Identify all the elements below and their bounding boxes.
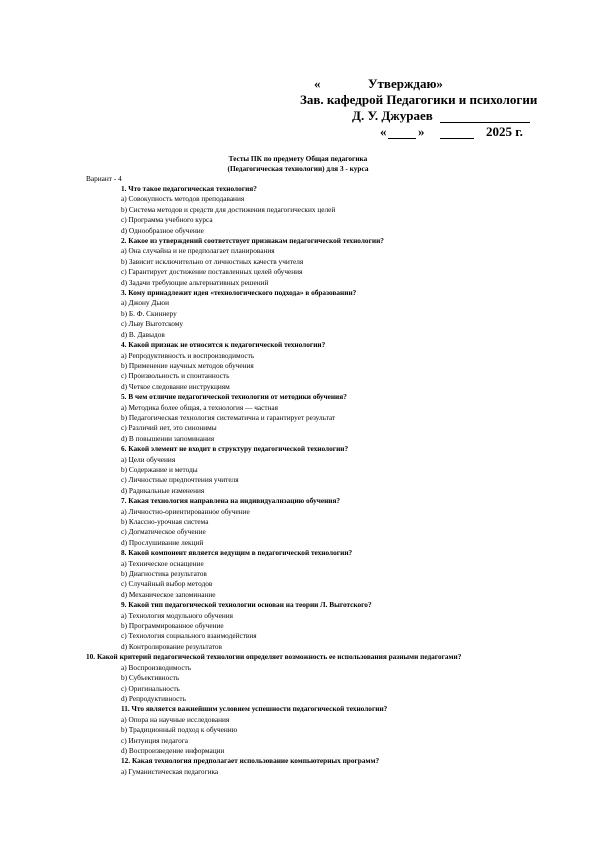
answer-option: b) Зависит исключительно от личностных качеств учителя	[121, 256, 304, 266]
answer-option: b) Содержание и методы	[121, 464, 198, 474]
approval-date-line	[290, 124, 580, 140]
answer-option: d) В повышении запоминания	[121, 433, 215, 443]
approval-year: 2025 г.	[486, 124, 523, 139]
answer-option: d) Прослушивание лекций	[121, 537, 204, 547]
answer-option: d) Однообразное обучение	[121, 225, 204, 235]
question-text: 10. Какой критерий педагогической технологии определяет возможность ее использования разными педагогами?	[86, 652, 462, 662]
question-text: 8. Какой компонент является ведущим в педагогической технологии?	[121, 548, 353, 558]
answer-option: b) Система методов и средств для достижения педагогических целей	[121, 204, 336, 214]
answer-option: c) Произвольность и спонтанность	[121, 371, 230, 381]
question-text: 5. В чем отличие педагогической технологии от методики обучения?	[121, 392, 347, 402]
question-text: 12. Какая технология предполагает использование компьютерных программ?	[121, 756, 380, 766]
answer-option: c) Интуиция педагога	[121, 735, 188, 745]
question-text: 6. Какой элемент не входит в структуру педагогической технологии?	[121, 444, 349, 454]
answer-option: d) Радикальные изменения	[121, 485, 205, 495]
answer-option: d) В. Давыдов	[121, 329, 165, 339]
answer-option: a) Личностно-ориентированное обучение	[121, 506, 250, 516]
answer-option: b) Традиционный подход к обучению	[121, 725, 238, 735]
approval-block	[290, 76, 580, 140]
answer-option: b) Б. Ф. Скиннеру	[121, 308, 177, 318]
answer-option: c) Технология социального взаимодействия	[121, 631, 257, 641]
question-text: 11. Что является важнейшим условием успешности педагогической технологии?	[121, 704, 388, 714]
question-text: 4. Какой признак не относится к педагогической технологии?	[121, 340, 326, 350]
answer-option: c) Оригинальность	[121, 683, 180, 693]
signature-line	[440, 122, 530, 123]
answer-option: b) Педагогическая технология систематична и гарантирует результат	[121, 412, 336, 422]
question-text: 3. Кому принадлежит идея «технологического подхода» в образовании?	[121, 288, 357, 298]
answer-option: b) Диагностика результатов	[121, 569, 207, 579]
answer-option: d) Репродуктивность	[121, 693, 186, 703]
question-text: 7. Какая технология направлена на индивидуализацию обучения?	[121, 496, 341, 506]
question-text: 1. Что такое педагогическая технология?	[121, 184, 257, 193]
doc-title-line-2: (Педагогическая технологии) для 3 - курса	[227, 164, 369, 173]
question-text: 2. Какое из утверждений соответствует признакам педагогической технологии?	[121, 236, 384, 246]
approval-name-line	[290, 108, 580, 124]
approval-line-1	[290, 76, 580, 92]
date-quote-close: »	[418, 124, 425, 139]
answer-option: c) Гарантирует достижение поставленных целей обучения	[121, 267, 303, 277]
answer-option: d) Механическое запоминание	[121, 589, 216, 599]
answer-option: d) Четкое следование инструкциям	[121, 381, 230, 391]
answer-option: a) Джону Дьюи	[121, 298, 170, 308]
approval-head-of: Зав. кафедрой Педагогики и психологии	[300, 92, 538, 107]
answer-option: a) Опора на научные исследования	[121, 714, 230, 724]
answer-option: a) Техническое оснащение	[121, 558, 204, 568]
answer-option: a) Методика более общая, а технология — частная	[121, 402, 279, 412]
answer-option: a) Совокупность методов преподавания	[121, 194, 245, 204]
answer-option: b) Субъективность	[121, 673, 180, 683]
answer-option: a) Технология модульного обучения	[121, 610, 233, 620]
answer-option: b) Применение научных методов обучения	[121, 360, 254, 370]
answer-option: d) Контролирование результатов	[121, 641, 222, 651]
date-quote-open: «	[380, 124, 387, 139]
answer-option: c) Личностные предпочтения учителя	[121, 475, 239, 485]
doc-title-line-1: Тесты ПК по предмету Общая педагогика	[228, 154, 368, 163]
answer-option: c) Догматическое обучение	[121, 527, 206, 537]
day-blank	[388, 138, 416, 139]
approval-name: Д. У. Джураев	[352, 108, 433, 123]
approval-approve-text: Утверждаю»	[368, 76, 443, 91]
answer-option: a) Репродуктивность и воспроизводимость	[121, 350, 255, 360]
variant-label: Вариант - 4	[86, 174, 122, 183]
answer-option: a) Цели обучения	[121, 454, 176, 464]
month-blank	[440, 138, 474, 139]
answer-option: c) Программа учебного курса	[121, 215, 213, 225]
answer-option: a) Воспроизводимость	[121, 662, 192, 672]
approval-quote-open: «	[314, 76, 321, 91]
answer-option: a) Она случайна и не предполагает планирования	[121, 246, 275, 256]
answer-option: c) Льву Выготскому	[121, 319, 184, 329]
answer-option: c) Различий нет, это синонимы	[121, 423, 217, 433]
answer-option: b) Классно-урочная система	[121, 517, 209, 526]
question-text: 9. Какой тип педагогической технологии основан на теории Л. Выготского?	[121, 600, 372, 610]
question-list	[86, 184, 553, 777]
answer-option: c) Случайный выбор методов	[121, 579, 213, 589]
answer-option: a) Гуманистическая педагогика	[121, 766, 219, 776]
answer-option: b) Программированное обучение	[121, 621, 224, 631]
answer-option: d) Воспроизведение информации	[121, 745, 225, 755]
answer-option: d) Задачи требующие альтернативных решений	[121, 277, 269, 287]
